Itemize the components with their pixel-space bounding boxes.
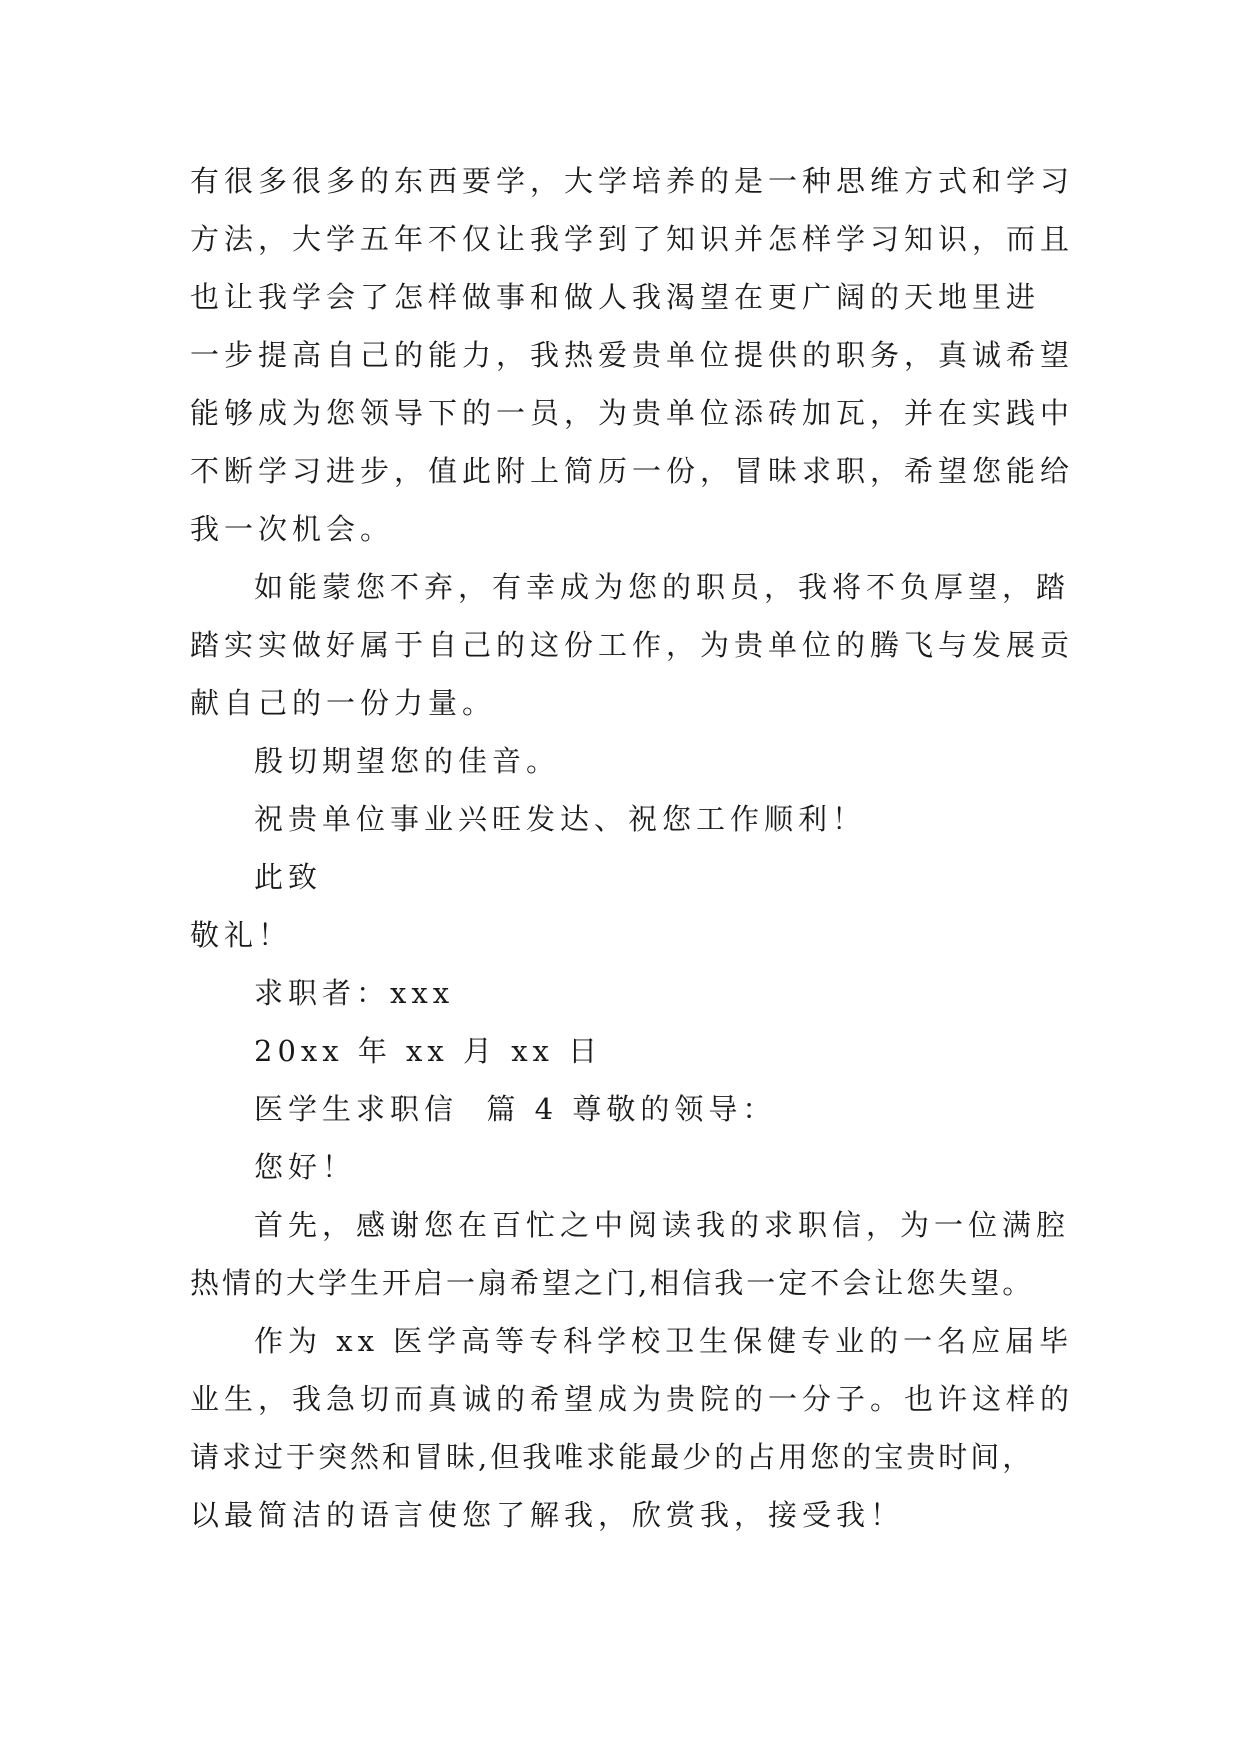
text-line: 殷切期望您的佳音。 — [254, 744, 561, 778]
signature-date — [190, 1022, 1050, 1080]
text-line: 20xx 年 xx 月 xx 日 — [254, 1034, 603, 1068]
text-line: 祝贵单位事业兴旺发达、祝您工作顺利！ — [254, 802, 867, 836]
closing-salutation — [190, 848, 1050, 906]
text-line: 如能蒙您不弃，有幸成为您的职员，我将不负厚望，踏 — [254, 570, 1071, 604]
text-line: 也让我学会了怎样做事和做人我渴望在更广阔的天地里进 — [190, 280, 1041, 314]
text-line: 一步提高自己的能力，我热爱贵单位提供的职务，真诚希望 — [190, 338, 1075, 372]
text-line: 您好！ — [254, 1150, 357, 1184]
text-line: 踏实实做好属于自己的这份工作，为贵单位的腾飞与发展贡 — [190, 628, 1075, 662]
paragraph-thanks — [190, 1196, 1071, 1312]
text-line: 我一次机会。 — [190, 512, 395, 546]
paragraph-anticipation — [190, 732, 1050, 790]
text-line: 献自己的一份力量。 — [190, 686, 497, 720]
greeting — [190, 1138, 1050, 1196]
text-line: 求职者：xxx — [254, 976, 455, 1010]
section-heading — [190, 1080, 1050, 1138]
text-line: 方法，大学五年不仅让我学到了知识并怎样学习知识，而且 — [190, 222, 1075, 256]
paragraph-hope — [190, 558, 1075, 732]
signature-applicant — [190, 964, 1050, 1022]
paragraph-introduction — [190, 1312, 1075, 1544]
text-line: 作为 xx 医学高等专科学校卫生保健专业的一名应届毕 — [254, 1324, 1074, 1358]
text-line: 首先，感谢您在百忙之中阅读我的求职信，为一位满腔 — [254, 1208, 1071, 1242]
text-line: 敬礼！ — [190, 918, 293, 952]
text-line: 不断学习进步，值此附上简历一份，冒昧求职，希望您能给 — [190, 454, 1075, 488]
text-line: 请求过于突然和冒昧,但我唯求能最少的占用您的宝贵时间， — [190, 1440, 1035, 1474]
document-body — [190, 152, 1075, 1544]
text-line: 能够成为您领导下的一员，为贵单位添砖加瓦，并在实践中 — [190, 396, 1075, 430]
closing-respect — [190, 906, 1050, 964]
text-line: 有很多很多的东西要学，大学培养的是一种思维方式和学习 — [190, 164, 1075, 198]
text-line: 业生，我急切而真诚的希望成为贵院的一分子。也许这样的 — [190, 1382, 1075, 1416]
text-line: 以最简洁的语言使您了解我，欣赏我，接受我！ — [190, 1498, 905, 1532]
text-line: 医学生求职信 篇 4 尊敬的领导： — [254, 1092, 777, 1126]
paragraph-continuation — [190, 152, 1075, 558]
paragraph-wishes — [190, 790, 1050, 848]
text-line: 热情的大学生开启一扇希望之门,相信我一定不会让您失望。 — [190, 1266, 1035, 1300]
text-line: 此致 — [254, 860, 323, 894]
